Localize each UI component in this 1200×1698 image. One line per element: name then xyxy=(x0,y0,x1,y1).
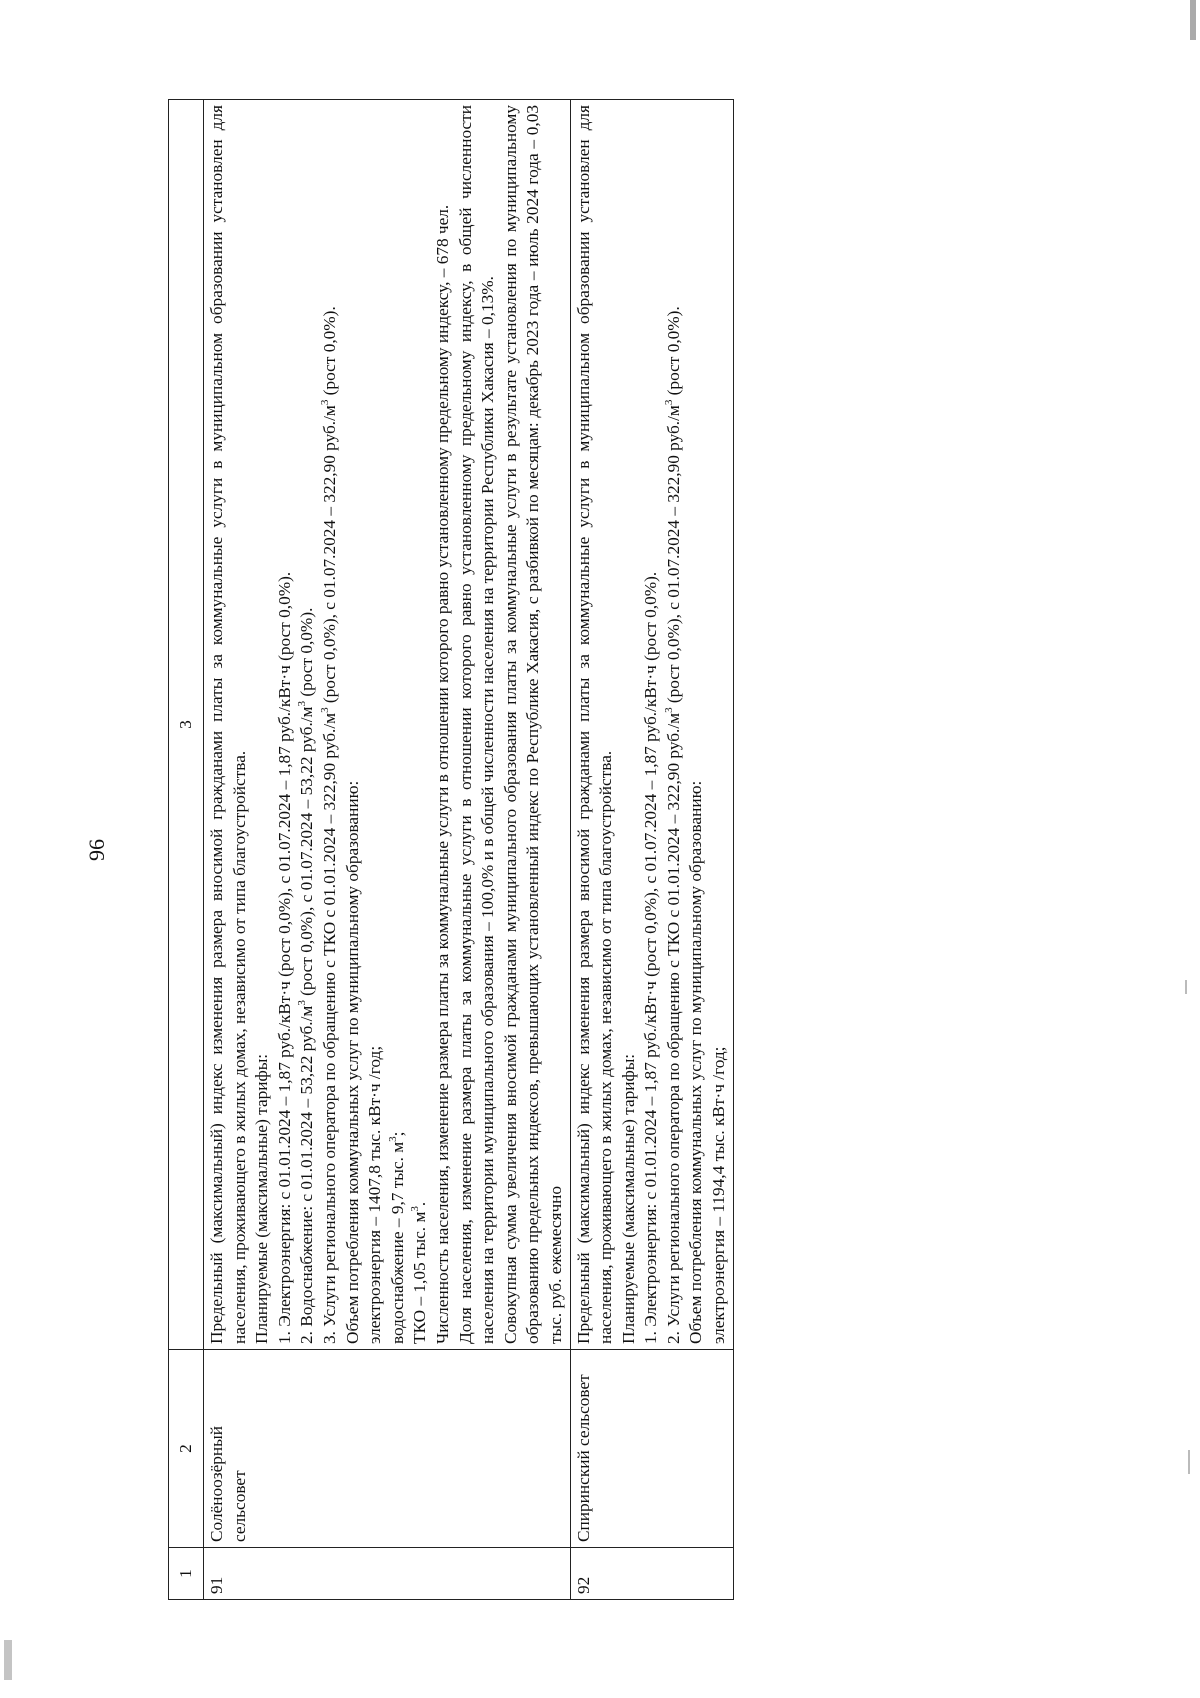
row-description xyxy=(570,100,733,1350)
row-description xyxy=(204,100,571,1350)
scan-artifact xyxy=(1190,0,1196,40)
tariff-table xyxy=(168,99,734,1600)
scan-artifact xyxy=(1185,980,1187,994)
header-col-3: 3 xyxy=(169,100,204,1350)
header-col-1: 1 xyxy=(169,1548,204,1600)
tariffs-heading: Планируемые (максимальные) тарифы: xyxy=(252,1053,272,1344)
volume-heading: Объем потребления коммунальных услуг по муниципальному образованию: xyxy=(342,780,362,1344)
tariff-waste: 3. Услуги регионального оператора по обращению с ТКО с 01.01.2024 – 322,90 $руб./м^3$ (рост 0,0%), с 01.07.2024 – 322,90 $руб./м^3$ (рост 0,0%). xyxy=(319,306,339,1344)
population-share: Доля населения, изменение размера платы за коммунальные услуги в отношении которого равно установленному предельному индексу, в общей численности населения на территории муниципального образования – 100,0% и в общей численности населения на территории Республики Хакасия – 0,13%. xyxy=(455,105,498,1344)
row-number: 91 xyxy=(204,1548,571,1600)
rotated-page xyxy=(84,100,1178,1600)
table-row xyxy=(204,100,571,1600)
volume-electricity: электроэнергия – 1194,4 тыс. кВт·ч /год; xyxy=(709,1046,729,1344)
volume-waste: ТКО – 1,05 тыс. $м^3$. xyxy=(409,1201,430,1344)
row-number: 92 xyxy=(570,1548,733,1600)
tariff-water: 2. Водоснабжение: с 01.01.2024 – 53,22 $руб./м^3$ (рост 0,0%), с 01.07.2024 – 53,22 $руб./м^3$ (рост 0,0%). xyxy=(296,607,317,1344)
intro-text: Предельный (максимальный) индекс изменения размера вносимой гражданами платы за коммунальные услуги в муниципальном образовании установлен для населения, проживающего в жилых домах, независимо от типа благоустройства. xyxy=(207,105,249,1344)
scan-artifact xyxy=(1188,1450,1190,1474)
municipality-name: Солёноозёрный сельсовет xyxy=(204,1350,571,1548)
population-count: Численность населения, изменение размера платы за коммунальные услуги в отношении которого равно установленному предельному индексу, – 678 чел. xyxy=(432,204,452,1344)
volume-water: водоснабжение – 9,7 тыс. $м^3$; xyxy=(386,1131,407,1344)
tariff-electricity: 1. Электроэнергия: с 01.01.2024 – 1,87 руб./кВт·ч (рост 0,0%), с 01.07.2024 – 1,87 руб./кВт·ч (рост 0,0%). xyxy=(274,571,294,1344)
scan-artifact xyxy=(4,1640,12,1680)
table-row xyxy=(570,100,733,1600)
increase-sum: Совокупная сумма увеличения вносимой гражданами муниципального образования платы за коммунальные услуги в результате установления по муниципальному образованию предельных индексов, превышающих установленный индекс по Республике Хакасия, с разбивкой по месяцам: декабрь 2023 года – июль 2024 года – 0,03 тыс. руб. ежемесячно xyxy=(500,105,565,1344)
municipality-name: Спиринский сельсовет xyxy=(570,1350,733,1548)
page-number: 96 xyxy=(84,839,109,861)
tariff-electricity: 1. Электроэнергия: с 01.01.2024 – 1,87 руб./кВт·ч (рост 0,0%), с 01.07.2024 – 1,87 руб./кВт·ч (рост 0,0%). xyxy=(641,571,661,1344)
tariffs-heading: Планируемые (максимальные) тарифы: xyxy=(618,1053,638,1344)
volume-electricity: электроэнергия – 1407,8 тыс. кВт·ч /год; xyxy=(365,1045,385,1344)
table-header-row xyxy=(169,100,204,1600)
header-col-2: 2 xyxy=(169,1350,204,1548)
tariff-waste: 2. Услуги регионального оператора по обращению с ТКО с 01.01.2024 – 322,90 $руб./м^3$ (рост 0,0%), с 01.07.2024 – 322,90 $руб./м^3$ (рост 0,0%). xyxy=(663,306,683,1344)
intro-text: Предельный (максимальный) индекс изменения размера вносимой гражданами платы за коммунальные услуги в муниципальном образовании установлен для населения, проживающего в жилых домах, независимо от типа благоустройства. xyxy=(573,105,616,1344)
volume-heading: Объем потребления коммунальных услуг по муниципальному образованию: xyxy=(686,780,706,1344)
